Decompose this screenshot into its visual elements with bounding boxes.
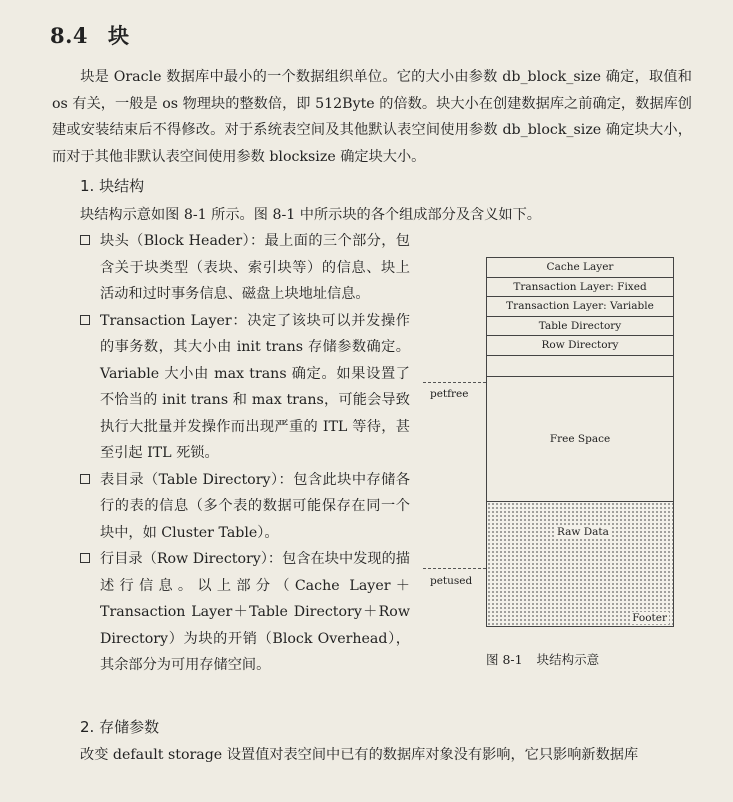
figure-caption-text: 块结构示意 xyxy=(536,652,600,667)
checkbox-bullet-icon xyxy=(80,235,90,245)
petused-label: petused xyxy=(430,575,473,587)
free-space-label: Free Space xyxy=(549,432,611,445)
layer-transaction-variable: Transaction Layer: Variable xyxy=(486,296,674,316)
section-title: 块 xyxy=(108,23,130,48)
figure-caption xyxy=(486,650,599,668)
layer-transaction-fixed: Transaction Layer: Fixed xyxy=(486,277,674,297)
list-item: 行目录（Row Directory）：包含在块中发现的描述行信息。以上部分（Cache Layer＋Transaction Layer＋Table Directory＋Row Directory）为块的开销（Block Overhead），其余部分为可用存储空间。 xyxy=(80,546,410,679)
raw-data-region xyxy=(486,501,674,627)
block-structure-intro: 块结构示意如图 8-1 所示。图 8-1 中所示块的各个组成部分及含义如下。 xyxy=(80,207,541,223)
footer-label: Footer xyxy=(632,611,667,624)
section-number: 8.4 xyxy=(50,23,89,48)
subsection-title-storage-params: 2. 存储参数 xyxy=(80,718,160,736)
checkbox-bullet-icon xyxy=(80,474,90,484)
petfree-label: petfree xyxy=(430,388,469,400)
component-list xyxy=(80,228,410,679)
checkbox-bullet-icon xyxy=(80,315,90,325)
subsection-title-block-structure: 1. 块结构 xyxy=(80,177,145,195)
layer-cache: Cache Layer xyxy=(486,257,674,277)
block-structure-diagram xyxy=(486,257,674,627)
petused-marker-line xyxy=(423,568,486,569)
section-heading xyxy=(50,20,130,50)
checkbox-bullet-icon xyxy=(80,553,90,563)
raw-data-label: Raw Data xyxy=(557,525,609,538)
free-space-region xyxy=(486,376,674,501)
list-item: Transaction Layer：决定了该块可以并发操作的事务数，其大小由 init trans 存储参数确定。Variable 大小由 max trans 确定。如果设置了不恰当的 init trans 和 max trans，可能会导致执行大批量并发操作而出现严重的 ITL 等待，甚至引起 ITL 死锁。 xyxy=(80,308,410,467)
layer-empty xyxy=(486,355,674,376)
figure-number: 图 8-1 xyxy=(486,652,523,667)
list-item: 块头（Block Header）：最上面的三个部分，包含关于块类型（表块、索引块等）的信息、块上活动和过时事务信息、磁盘上块地址信息。 xyxy=(80,228,410,308)
storage-params-text: 改变 default storage 设置值对表空间中已有的数据库对象没有影响，它只影响新数据库 xyxy=(80,747,639,763)
list-item: 表目录（Table Directory）：包含此块中存储各行的表的信息（多个表的数据可能保存在同一个块中，如 Cluster Table）。 xyxy=(80,467,410,547)
layer-row-directory: Row Directory xyxy=(486,335,674,355)
petfree-marker-line xyxy=(423,382,486,383)
intro-paragraph: 块是 Oracle 数据库中最小的一个数据组织单位。它的大小由参数 db_block_size 确定，取值和 os 有关，一般是 os 物理块的整数倍，即 512Byte 的倍数。块大小在创建数据库之前确定，数据库创建或安装结束后不得修改。对于系统表空间及其他默认表空间使用参数 db_block_size 确定块大小，而对于其他非默认表空间使用参数 blocksize 确定块大小。 xyxy=(52,69,692,165)
layer-table-directory: Table Directory xyxy=(486,316,674,336)
